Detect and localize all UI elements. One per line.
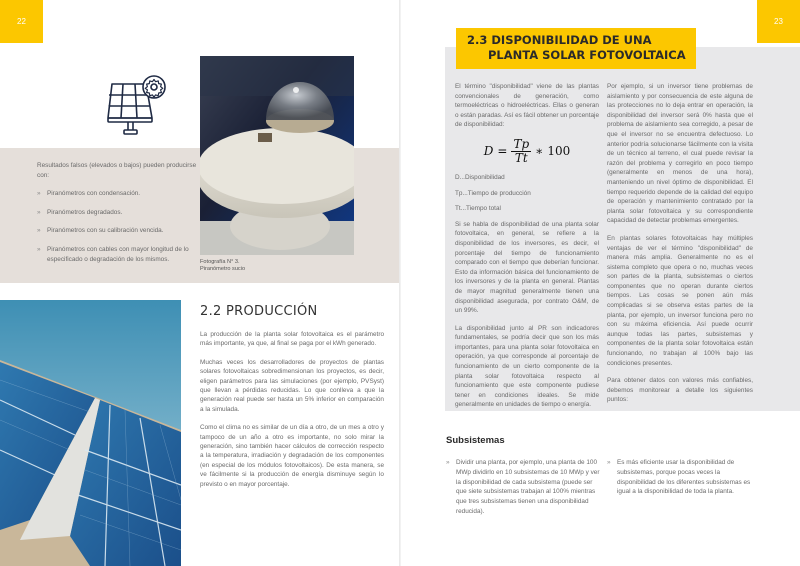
list-item: » Dividir una planta, por ejemplo, una planta de 100 MWp dividirlo en 10 subsistemas de 10 MWp y ver la disponibilidad de cada subsistema (puede ser que siete subsistemas trabajan al 100% mientras que tres subsistemas tienen una disponibilidad reducida). (446, 458, 600, 517)
photo-caption (200, 259, 245, 273)
callout-text (37, 161, 197, 273)
availability-formula (455, 138, 599, 165)
list-item: » Piranómetros con condensación. (37, 189, 197, 199)
definition: Tt...Tiempo total (455, 205, 501, 213)
subsection-title-subsistemas: Subsistemas (446, 435, 505, 446)
list-item: » Piranómetros con cables con mayor longitud de lo especificado o degradación de los mismos. (37, 245, 197, 264)
solar-panels-photo (0, 300, 181, 566)
definition: D...Disponibilidad (455, 173, 505, 181)
formula-numerator: Tp (513, 136, 530, 151)
paragraph: En plantas solares fotovoltaicas hay múltiples ventajas de ver el término "disponibilidad" de manera más amplia. Generalmente no es el sistema completo que opera o no, muchas veces son partes de la planta, subsistemas o ciertos componentes que no operan durante ciertos tiempos. Las cosas se ponen aún más complicadas si se observa estas partes de la planta, por ejemplo, un inversor funciona pero no con su máxima eficiencia. Así puede ocurrir aunque todas las partes, subsistemas y componentes de la planta solar fotovoltaica están funcionando, no trabajan al 100% bajo las condiciones presentes. (607, 234, 753, 367)
caption-line-2: Piranómetro sucio (200, 266, 246, 272)
callout-list (37, 189, 197, 264)
paragraph: Si se habla de disponibilidad de una planta solar fotovoltaica, en general, se refiere a la disponibilidad de los inversores, es decir, el porcentaje del tiempo de funcionamiento comparado con el tiempo que deberían funcionar. Esto da información básica del funcionamiento de los inversores y de la planta en general. Plantas de mayor magnitud generalmente tienen una disponibilidad asegurada, por contrato O&M, de un 99%. (455, 220, 599, 315)
page-number-left: 22 (0, 0, 43, 43)
subsistemas-bullets-left (446, 458, 600, 517)
pyranometer-photo (200, 56, 354, 255)
column-right (607, 82, 753, 413)
column-left (455, 82, 599, 418)
produccion-body (200, 330, 384, 498)
formula-equals: = (497, 143, 508, 158)
solar-panel-gear-icon (106, 74, 168, 136)
list-item: » Piranómetros degradados. (37, 208, 197, 218)
caption-line-1: Fotografía N° 3. (200, 259, 240, 265)
title-line-2: PLANTA SOLAR FOTOVOLTAICA (488, 48, 686, 62)
subsistemas-bullets-right (607, 458, 757, 497)
section-title-disponibilidad (467, 33, 686, 63)
paragraph: Por ejemplo, si un inversor tiene problemas de aislamiento y por consecuencia de este alguna de las protecciones no lo deja entrar en operación, la disponibilidad del inversor será 0% hasta que el problema de aislamiento sea corregido, a pesar de que el inversor no se encuentra defectuoso. Lo anterior podría solucionarse fácilmente con la visita de un técnico al terreno, el cual puede revisar la razón del problema y corregirlo en poco tiempo (generalmente en menos de una hora), manteniendo un nivel óptimo de disponibilidad. El tiempo requerido depende de la calidad del equipo de operación y mantenimiento contratado por la planta solar fotovoltaica y su correspondiente capacidad de detectar problemas emergentes. (607, 83, 753, 225)
definition: Tp...Tiempo de producción (455, 189, 531, 197)
title-line-1: 2.3 DISPONIBILIDAD DE UNA (467, 33, 652, 47)
book-spine (399, 0, 401, 566)
paragraph: El término "disponibilidad" viene de las plantas convencionales de generación, como termoeléctricas o hidroeléctricas. Ellas o generan o están paradas. Así es fácil obtener un porcentaje de disponibilidad: (455, 83, 599, 129)
list-item: » Es más eficiente usar la disponibilidad de subsistemas, porque pocas veces la disponibilidad de los diferentes subsistemas es igual a la disponibilidad de toda la planta. (607, 458, 757, 497)
page-number-right: 23 (757, 0, 800, 43)
list-item: » Piranómetros con su calibración vencida. (37, 226, 197, 236)
section-title-produccion: 2.2 PRODUCCIÓN (200, 304, 318, 319)
paragraph: Muchas veces los desarrolladores de proyectos de plantas solares fotovoltaicas sobredimensionan los proyectos, es decir, eligen parámetros para las simulaciones (por ejemplo, PVSyst) que llevan a pérdidas reducidas. Lo que conlleva a que la generación real puede ser hasta un 5% inferior en comparación a la simulada. (200, 358, 384, 413)
formula-operator: ∗ (535, 143, 544, 158)
formula-lhs: D (483, 143, 494, 158)
callout-intro: Resultados falsos (elevados o bajos) pueden producirse con: (37, 162, 197, 179)
paragraph: La disponibilidad junto al PR son indicadores fundamentales, se podría decir que son los más importantes, para una planta solar fotovoltaica en operación, ya que corresponde al porcentaje de funcionamiento de un cierto componente de la planta solar fotovoltaica respecto al funcionamiento que este componente pudiese tener en condiciones ideales. Se mide generalmente en unidades de tiempo o energía. (455, 324, 599, 409)
formula-denominator: Tt (514, 150, 528, 165)
paragraph: Como el clima no es similar de un día a otro, de un mes a otro y tampoco de un año a otro es importante, no solo mirar la generación, sino también hacer cálculos de corrección respecto a la temperatura, irradiación y degradación de los componentes (en especial de los módulos fotovoltaicos). De esta manera, se ve fácilmente si la producción de energía disminuye según lo previsto o en mayor porcentaje. (200, 424, 384, 488)
formula-fraction (511, 138, 531, 165)
paragraph: Para obtener datos con valores más confiables, debemos monitorear a detalle los siguientes puntos: (607, 377, 753, 404)
formula-factor: 100 (547, 143, 571, 158)
formula-definitions (455, 173, 599, 214)
paragraph: La producción de la planta solar fotovoltaica es el parámetro más importante, ya que, al final se paga por el kWh generado. (200, 331, 384, 348)
